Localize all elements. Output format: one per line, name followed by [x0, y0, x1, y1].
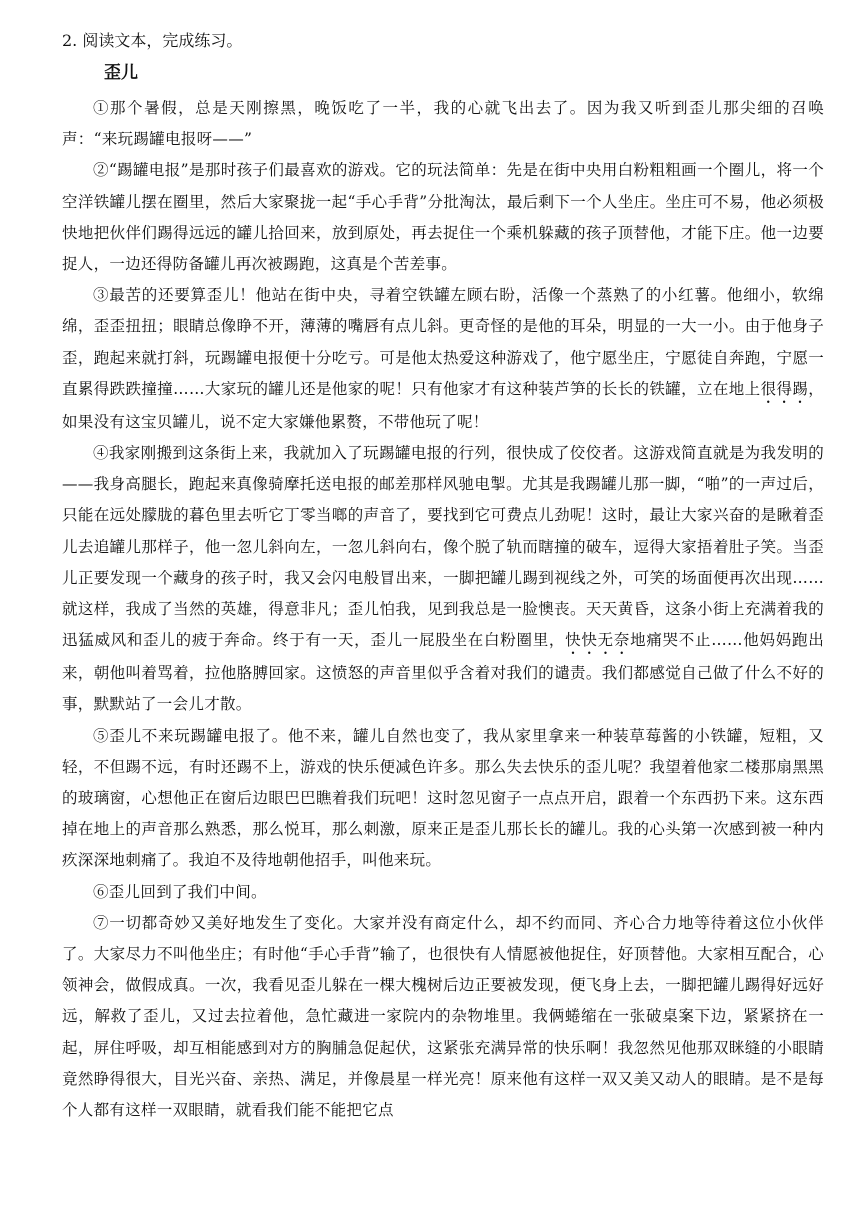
paragraph-text: ⑥歪儿回到了我们中间。 — [93, 882, 267, 901]
paragraph-1 — [62, 93, 824, 155]
paragraph-text: ①那个暑假，总是天刚擦黑，晚饭吃了一半，我的心就飞出去了。因为我又听到歪儿那尖细的召唤声：“来玩踢罐电报呀——” — [62, 99, 824, 149]
paragraph-text: 地痛哭不止……他妈妈跑出来，朝他叫着骂着，拉他胳膊回家。这愤怒的声音里似乎含着对我们的谴责。我们都感觉自己做了什么不好的事，默默站了一会儿才散。 — [62, 631, 825, 714]
paragraph-text: ④我家刚搬到这条街上来，我就加入了玩踢罐电报的行列，很快成了佼佼者。这游戏简直就是为我发明的——我身高腿长，跑起来真像骑摩托送电报的邮差那样风驰电掣。尤其是我踢罐儿那一脚，“啪”的一声过后，只能在远处朦胧的暮色里去听它丁零当啷的声音了，要找到它可费点儿劲呢！这时，最让大家兴奋的是瞅着歪儿去追罐儿那样子，他一忽儿斜向左，一忽儿斜向右，像个脱了轨而瞎撞的破车，逗得大家捂着肚子笑。当歪儿正要发现一个藏身的孩子时，我又会闪电般冒出来，一脚把罐儿踢到视线之外，可笑的场面便再次出现……就这样，我成了当然的英雄，得意非凡；歪儿怕我，见到我总是一脸懊丧。天天黄昏，这条小街上充满着我的迅猛威风和歪儿的疲于奔命。终于有一天，歪儿一屁股坐在白粉圈里， — [62, 444, 824, 650]
paragraph-text: ③最苦的还要算歪儿！他站在街中央，寻着空铁罐左顾右盼，活像一个蒸熟了的小红薯。他细小，软绵绵，歪歪扭扭；眼睛总像睁不开，薄薄的嘴唇有点儿斜。更奇怪的是他的耳朵，明显的一大一小。由于他身子歪，跑起来就打斜，玩踢罐电报便十分吃亏。可是他太热爱这种游戏了，他宁愿坐庄，宁愿徒自奔跑，宁愿一直累得跌跌撞撞……大家玩的罐儿还是他家的呢！只有他家才有这种装芦笋的长长的铁罐，立在地上 — [62, 286, 824, 398]
question-heading: 2. 阅读文本，完成练习。 — [62, 31, 243, 50]
paragraph-3 — [62, 280, 824, 438]
paragraph-4 — [62, 438, 824, 721]
paragraph-text: ②“踢罐电报”是那时孩子们最喜欢的游戏。它的玩法简单：先是在街中央用白粉粗粗画一个圈儿，将一个空洋铁罐儿摆在圈里，然后大家聚拢一起“手心手背”分批淘汰，最后剩下一个人坐庄。坐庄可不易，他必须极快地把伙伴们踢得远远的罐儿拾回来，放到原处，再去捉住一个乘机躲藏的孩子顶替他，才能下庄。他一边要捉人，一边还得防备罐儿再次被踢跑，这真是个苦差事。 — [62, 161, 824, 274]
paragraph-text: ，如果没有这宝贝罐儿，说不定大家嫌他累赘，不带他玩了呢！ — [62, 379, 825, 431]
article-title: 歪儿 — [104, 63, 138, 83]
paragraph-text: ⑤歪儿不来玩踢罐电报了。他不来，罐儿自然也变了，我从家里拿来一种装草莓酱的小铁罐，短粗，又轻，不但踢不远，有时还踢不上，游戏的快乐便减色许多。那么失去快乐的歪儿呢？我望着他家二楼那扇黑黑的玻璃窗，心想他正在窗后边眼巴巴瞧着我们玩吧！这时忽见窗子一点点开启，跟着一个东西扔下来。这东西掉在地上的声音那么熟悉，那么悦耳，那么刺激，原来正是歪儿那长长的罐儿。我的心头第一次感到被一种内疚深深地刺痛了。我迫不及待地朝他招手，叫他来玩。 — [62, 726, 824, 870]
paragraph-6 — [62, 877, 824, 908]
paragraph-7 — [62, 908, 824, 1126]
paragraph-2 — [62, 155, 824, 280]
emphasized-phrase: 快快无奈 — [565, 631, 631, 650]
emphasized-phrase: 很得踢 — [760, 379, 809, 398]
paragraph-text: ⑦一切都奇妙又美好地发生了变化。大家并没有商定什么，却不约而同、齐心合力地等待着这位小伙伴了。大家尽力不叫他坐庄；有时他“手心手背”输了，也很快有人情愿被他捉住，好顶替他。大家相互配合，心领神会，做假成真。一次，我看见歪儿躲在一棵大槐树后边正要被发现，便飞身上去，一脚把罐儿踢得好远好远，解救了歪儿，又过去拉着他，急忙藏进一家院内的杂物堆里。我俩蜷缩在一张破桌案下边，紧紧挤在一起，屏住呼吸，却互相能感到对方的胸脯急促起伏，这紧张充满异常的快乐啊！我忽然见他那双眯缝的小眼睛竟然睁得很大，目光兴奋、亲热、满足，并像晨星一样光亮！原来他有这样一双又美又动人的眼睛。是不是每个人都有这样一双眼睛，就看我们能不能把它点 — [62, 913, 824, 1120]
paragraph-5 — [62, 721, 824, 877]
